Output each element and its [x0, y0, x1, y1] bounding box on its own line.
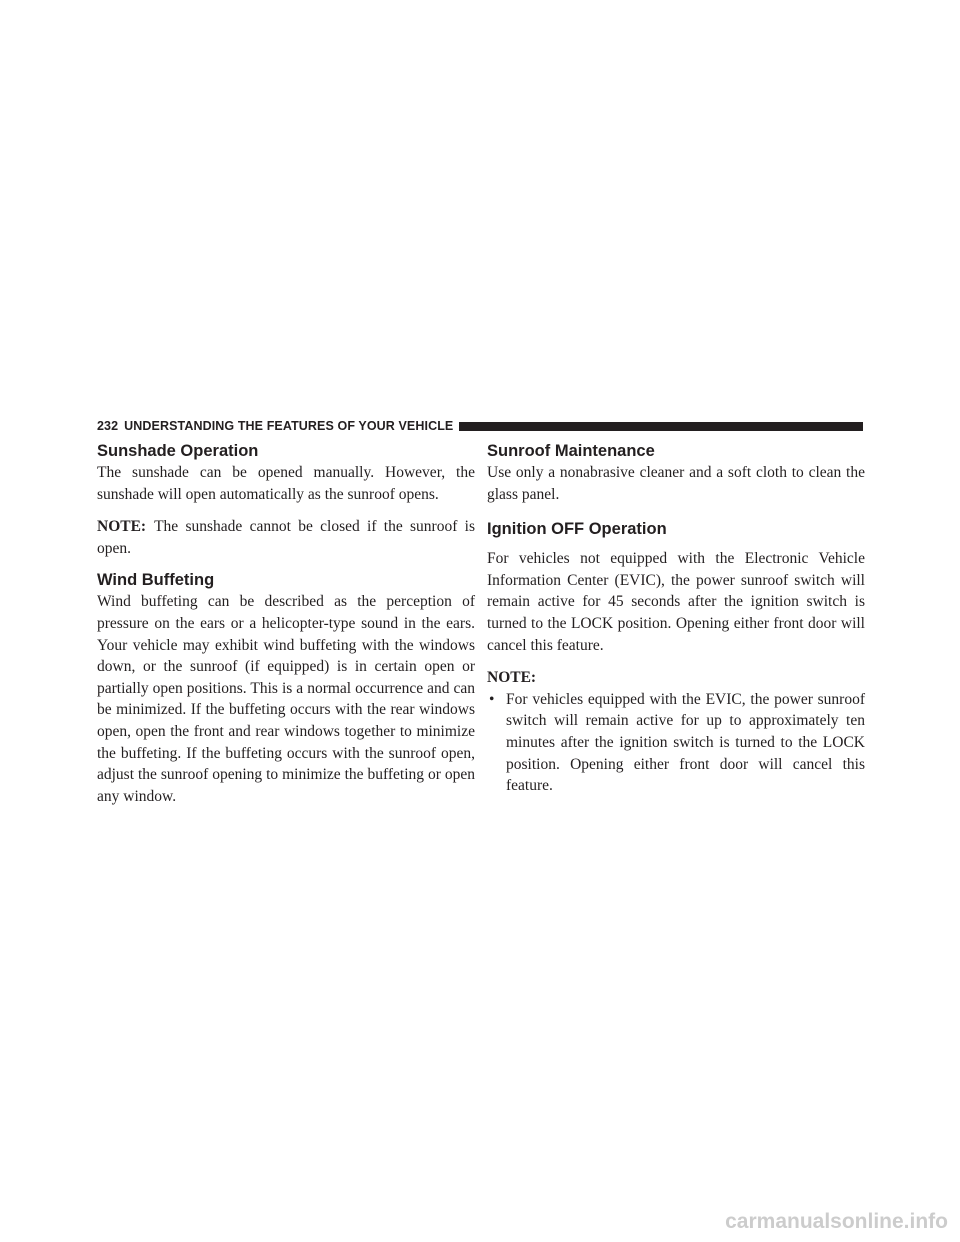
sunshade-paragraph: The sunshade can be opened manually. However, the sunshade will open automatically as the sunroof opens. [97, 464, 475, 503]
bullet-icon: • [489, 690, 495, 708]
page-header [97, 418, 863, 434]
sunroof-maintenance-heading: Sunroof Maintenance [487, 442, 655, 460]
right-column [487, 440, 865, 797]
page-number: 232 [97, 419, 119, 433]
ignition-off-paragraph: For vehicles not equipped with the Electronic Vehicle Information Center (EVIC), the power sunroof switch will remain active for 45 seconds after the ignition switch is turned to the LOCK position. Opening either front door will cancel this feature. [487, 550, 865, 654]
watermark-logo: carmanualsonline.info [725, 1210, 948, 1233]
sunshade-note [97, 516, 475, 559]
bullet-text: For vehicles equipped with the EVIC, the power sunroof switch will remain active for up to approximately ten minutes after the ignition switch is turned to the LOCK position. Opening either front door will cancel this feature. [506, 690, 865, 795]
section-title: UNDERSTANDING THE FEATURES OF YOUR VEHICLE [124, 419, 454, 433]
left-column [97, 440, 475, 807]
ignition-off-heading: Ignition OFF Operation [487, 520, 667, 539]
note-bullet-list [487, 689, 865, 797]
wind-buffeting-heading: Wind Buffeting [97, 571, 215, 590]
sunroof-maintenance-paragraph: Use only a nonabrasive cleaner and a soft cloth to clean the glass panel. [487, 464, 865, 503]
header-rule [459, 422, 863, 431]
sunshade-heading: Sunshade Operation [97, 442, 259, 460]
note-label: NOTE: [487, 669, 537, 687]
list-item [487, 689, 865, 797]
note-label: NOTE: [97, 518, 147, 536]
note-text: The sunshade cannot be closed if the sunroof is open. [97, 518, 475, 557]
wind-buffeting-paragraph: Wind buffeting can be described as the perception of pressure on the ears or a helicopter-type sound in the ears. Your vehicle may exhibit wind buffeting with the windows down, or the sunroof (if equipped) is in certain open or partially open positions. This is a normal occurrence and can be minimized. If the buffeting occurs with the rear windows open, open the front and rear windows together to minimize the buffeting. If the buffeting occurs with the sunroof open, adjust the sunroof opening to minimize the buffeting or open any window. [97, 593, 475, 805]
